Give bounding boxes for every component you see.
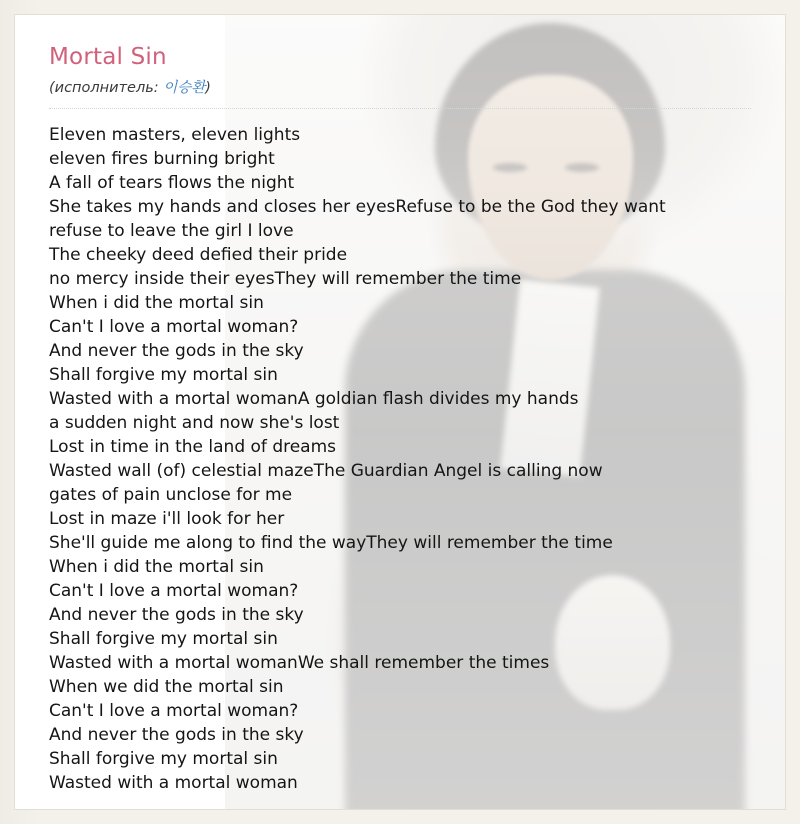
- lyrics-line: Can't I love a mortal woman?: [49, 701, 299, 722]
- lyrics-line: Can't I love a mortal woman?: [49, 317, 299, 338]
- lyrics-line: Shall forgive my mortal sin: [49, 365, 278, 386]
- lyrics-line: gates of pain unclose for me: [49, 485, 293, 506]
- lyrics-line: And never the gods in the sky: [49, 725, 304, 746]
- artist-suffix-text: ): [205, 80, 211, 97]
- lyrics-line: A fall of tears flows the night: [49, 173, 295, 194]
- lyrics-line: And never the gods in the sky: [49, 341, 304, 362]
- lyrics-line: Wasted with a mortal womanWe shall remember the times: [49, 653, 550, 674]
- content-area: [15, 15, 785, 795]
- lyrics-line: She'll guide me along to find the wayThey will remember the time: [49, 533, 613, 554]
- artist-link[interactable]: 이승환: [163, 80, 206, 97]
- lyrics-line: The cheeky deed defied their pride: [49, 245, 348, 266]
- lyrics-line: a sudden night and now she's lost: [49, 413, 340, 434]
- song-title: Mortal Sin: [49, 44, 167, 70]
- lyrics-line: refuse to leave the girl I love: [49, 221, 294, 242]
- lyrics-line: Can't I love a mortal woman?: [49, 581, 299, 602]
- lyrics-line: Shall forgive my mortal sin: [49, 629, 278, 650]
- artist-line: [49, 76, 751, 109]
- lyrics-line: eleven fires burning bright: [49, 149, 275, 170]
- lyrics-body: [49, 123, 751, 795]
- artist-prefix-text: (исполнитель:: [49, 80, 164, 97]
- lyrics-line: Wasted with a mortal woman: [49, 773, 298, 794]
- lyrics-line: And never the gods in the sky: [49, 605, 304, 626]
- lyrics-line: When we did the mortal sin: [49, 677, 284, 698]
- lyrics-line: Lost in time in the land of dreams: [49, 437, 337, 458]
- lyrics-line: Wasted wall (of) celestial mazeThe Guardian Angel is calling now: [49, 461, 603, 482]
- lyrics-line: When i did the mortal sin: [49, 557, 264, 578]
- lyrics-line: Shall forgive my mortal sin: [49, 749, 278, 770]
- lyrics-line: Lost in maze i'll look for her: [49, 509, 285, 530]
- lyrics-line: Wasted with a mortal womanA goldian flash divides my hands: [49, 389, 579, 410]
- lyrics-line: She takes my hands and closes her eyesRefuse to be the God they want: [49, 197, 666, 218]
- lyrics-line: When i did the mortal sin: [49, 293, 264, 314]
- lyrics-line: no mercy inside their eyesThey will remember the time: [49, 269, 522, 290]
- lyrics-line: Eleven masters, eleven lights: [49, 125, 301, 146]
- lyrics-card: [14, 14, 786, 810]
